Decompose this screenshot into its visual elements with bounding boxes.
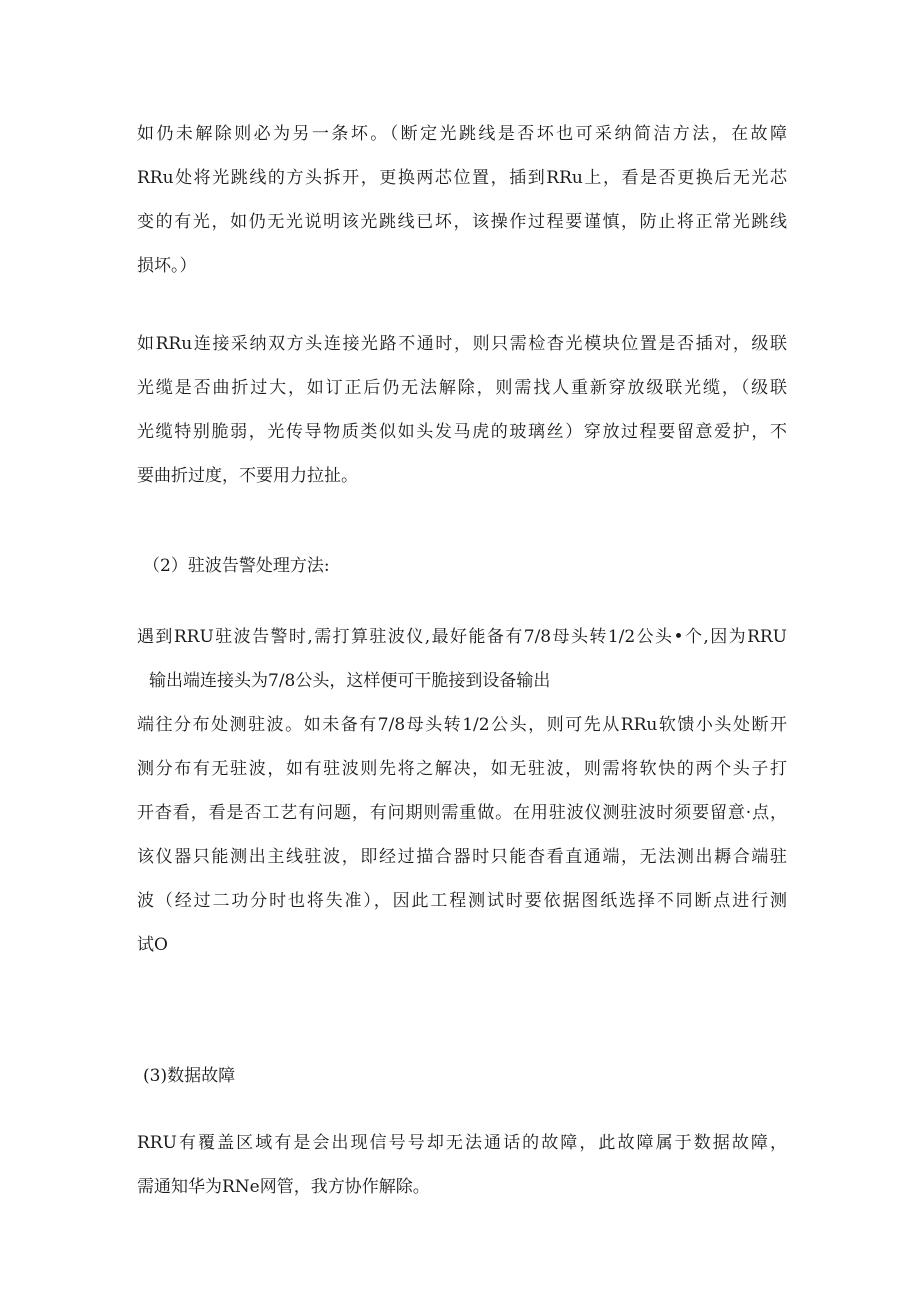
text-line: 该仪器只能测出主线驻波，即经过描合器时只能杳看直通端，无法测出耨合端驻 <box>137 847 787 867</box>
section-heading-data-fault <box>137 1054 787 1098</box>
text-line: 如RRu连接采纳双方头连接光路不通时，则只需检杳光模块位置是否插对，级联 <box>137 334 787 354</box>
text-line: 损坏。） <box>137 256 197 276</box>
heading-text: （2）驻波告警处理方法: <box>143 556 330 576</box>
text-line: 遇到RRU驻波告警时,需打算驻波仪,最好能备有7/8母头转1/2公头•个,因为RRU <box>137 627 787 647</box>
text-line: 变的有光，如仍无光说明该光跳线已坏，该操作过程要谨慎，防止将正常光跳线 <box>137 212 787 232</box>
text-line: 光缆是否曲折过大，如订正后仍无法解除，则需找人重新穿放级联光缆，（级联 <box>137 378 787 398</box>
text-line: RRu处将光跳线的方头拆开，更换两芯位置，插到RRu上，看是否更换后无光芯 <box>137 168 787 188</box>
text-line: RRU有覆盖区域有是会出现信号号却无法通话的故障，此故障属于数据故障， <box>137 1133 787 1153</box>
text-line: 如仍未解除则必为另一条坏。（断定光跳线是否坏也可采纳简洁方法，在故障 <box>137 124 787 144</box>
paragraph-fiber-jumper <box>137 112 787 288</box>
text-line: 开杳看，看是否工艺有问题，有问期则需重做。在用驻波仪测驻波时须要留意·点， <box>137 803 787 823</box>
section-heading-vswr <box>137 544 787 588</box>
heading-text: (3)数据故障 <box>143 1066 236 1086</box>
text-line: 试O <box>137 935 168 955</box>
text-line: 端往分布处测驻波。如未备有7/8母头转1/2公头，则可先从RRu软馈小头处断开 <box>137 715 787 735</box>
text-line: 输出端连接头为7/8公头，这样便可干脆接到设备输出 <box>149 671 551 691</box>
text-line: 光缆特别脆弱，光传导物质类似如头发马虎的玻璃丝）穿放过程要留意爱护，不 <box>137 422 787 442</box>
paragraph-vswr-handling <box>137 615 787 967</box>
text-line: 要曲折过度，不要用力拉扯。 <box>137 466 358 486</box>
text-line: 需通知华为RNe网管，我方协作解除。 <box>137 1177 430 1197</box>
text-line: 测分布有无驻波，如有驻波则先将之解决，如无驻波，则需将软快的两个头子打 <box>137 759 787 779</box>
text-line: 波（经过二功分时也将失准），因此工程测试时要依据图纸选择不同断点进行测 <box>137 891 787 911</box>
paragraph-cascade-cable <box>137 322 787 498</box>
paragraph-data-fault <box>137 1121 787 1209</box>
